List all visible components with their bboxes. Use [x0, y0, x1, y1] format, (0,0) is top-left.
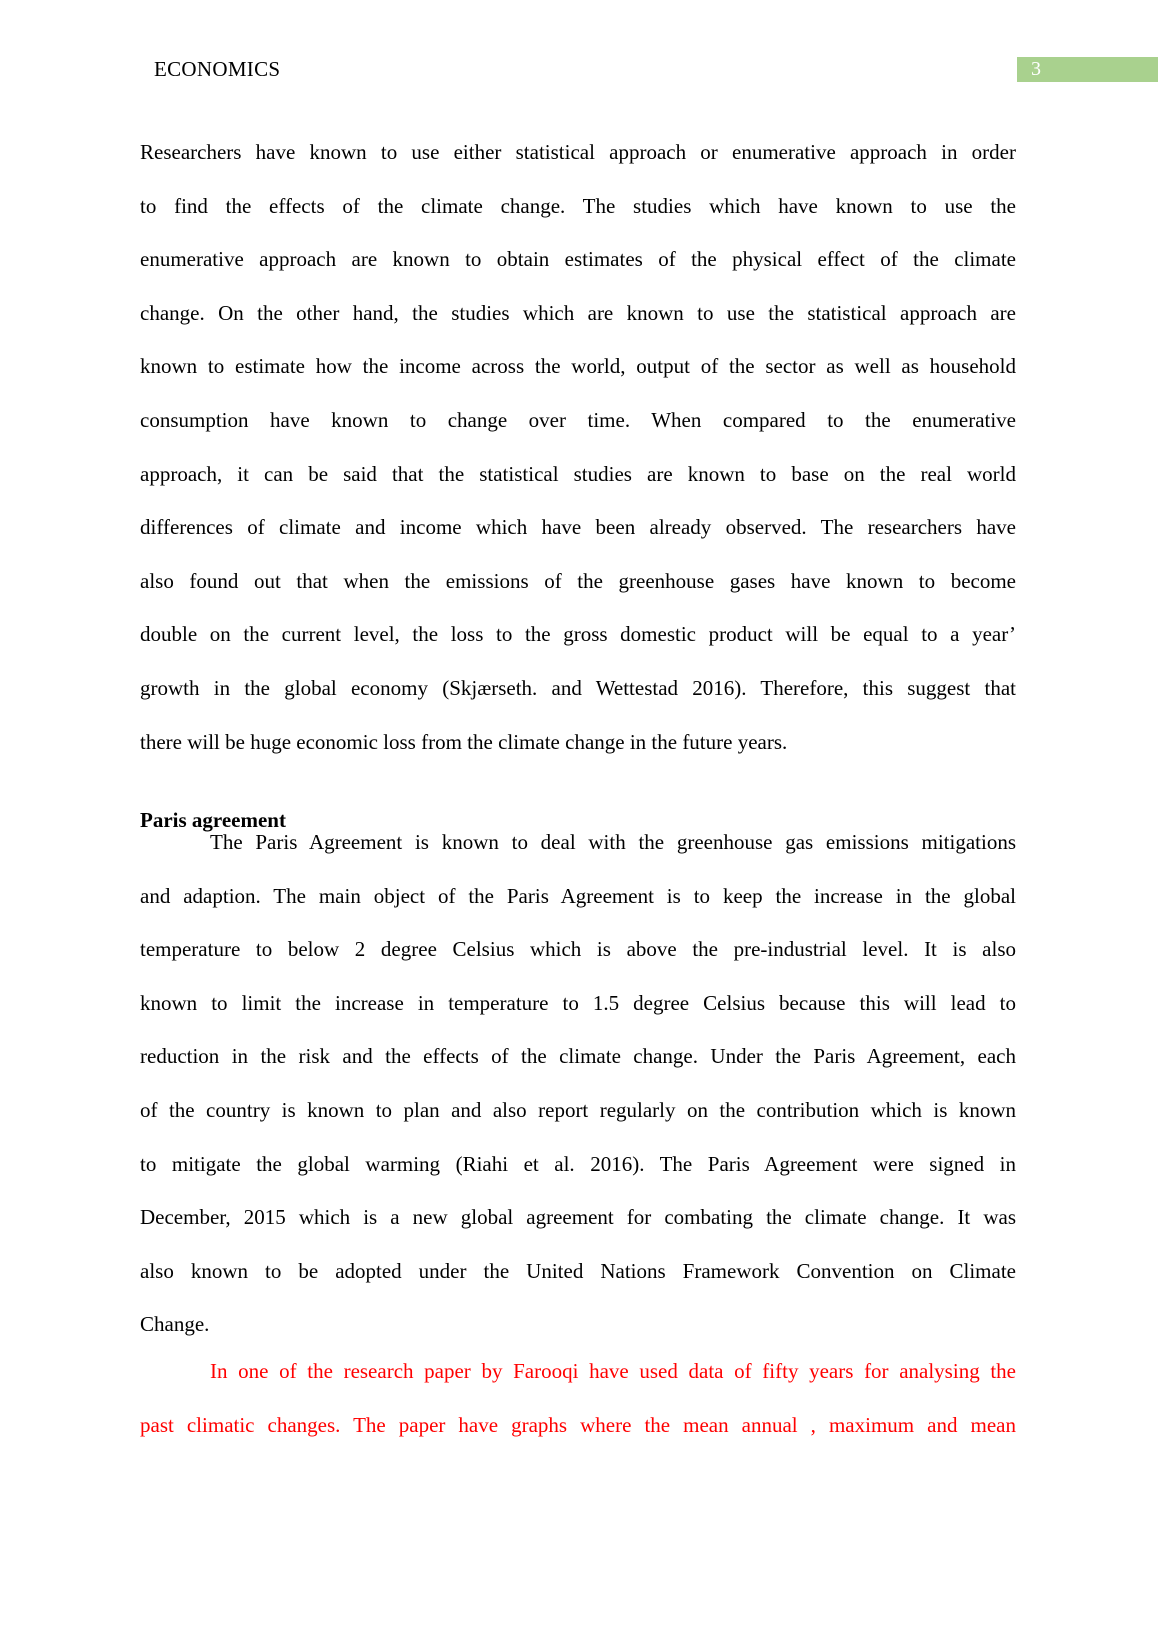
- page-number-box: [1017, 57, 1158, 82]
- text-line: reduction in the risk and the effects of the climate change. Under the Paris Agreement, each: [140, 1044, 1016, 1069]
- text-line: known to limit the increase in temperature to 1.5 degree Celsius because this will lead to: [140, 990, 1016, 1015]
- page-number: 3: [1031, 58, 1041, 80]
- text-line: temperature to below 2 degree Celsius which is above the pre-industrial level. It is also: [140, 937, 1016, 962]
- paragraph-paris-agreement: [140, 816, 1016, 1352]
- section-heading: Paris agreement: [140, 808, 286, 832]
- text-line: there will be huge economic loss from the climate change in the future years.: [140, 729, 788, 754]
- text-line: The Paris Agreement is known to deal with the greenhouse gas emissions mitigations: [210, 830, 1016, 854]
- text-line: growth in the global economy (Skjærseth. and Wettestad 2016). Therefore, this suggest that: [140, 675, 1016, 700]
- text-line: to find the effects of the climate change. The studies which have known to use the: [140, 193, 1016, 218]
- text-line: Change.: [140, 1312, 210, 1337]
- paragraph-climate-approaches: [140, 126, 1016, 769]
- text-line: Researchers have known to use either statistical approach or enumerative approach in order: [140, 140, 1016, 164]
- text-line: of the country is known to plan and also report regularly on the contribution which is known: [140, 1097, 1016, 1122]
- text-line: also known to be adopted under the United Nations Framework Convention on Climate: [140, 1258, 1016, 1283]
- text-line: also found out that when the emissions of the greenhouse gases have known to become: [140, 568, 1016, 593]
- text-line: differences of climate and income which have been already observed. The researchers have: [140, 515, 1016, 540]
- text-line: to mitigate the global warming (Riahi et al. 2016). The Paris Agreement were signed in: [140, 1151, 1016, 1176]
- text-line: change. On the other hand, the studies which are known to use the statistical approach are: [140, 300, 1016, 325]
- text-line: consumption have known to change over time. When compared to the enumerative: [140, 407, 1016, 432]
- text-line: enumerative approach are known to obtain estimates of the physical effect of the climate: [140, 247, 1016, 272]
- text-line: approach, it can be said that the statistical studies are known to base on the real world: [140, 461, 1016, 486]
- text-line: In one of the research paper by Farooqi have used data of fifty years for analysing the: [210, 1359, 1016, 1383]
- text-line: and adaption. The main object of the Paris Agreement is to keep the increase in the global: [140, 883, 1016, 908]
- text-line: known to estimate how the income across the world, output of the sector as well as household: [140, 354, 1016, 379]
- paragraph-farooqi-highlighted: [140, 1345, 1016, 1452]
- running-header-title: ECONOMICS: [154, 57, 281, 81]
- text-line: December, 2015 which is a new global agreement for combating the climate change. It was: [140, 1205, 1016, 1230]
- text-line: past climatic changes. The paper have graphs where the mean annual , maximum and mean: [140, 1412, 1016, 1437]
- text-line: double on the current level, the loss to the gross domestic product will be equal to a year’: [140, 622, 1016, 647]
